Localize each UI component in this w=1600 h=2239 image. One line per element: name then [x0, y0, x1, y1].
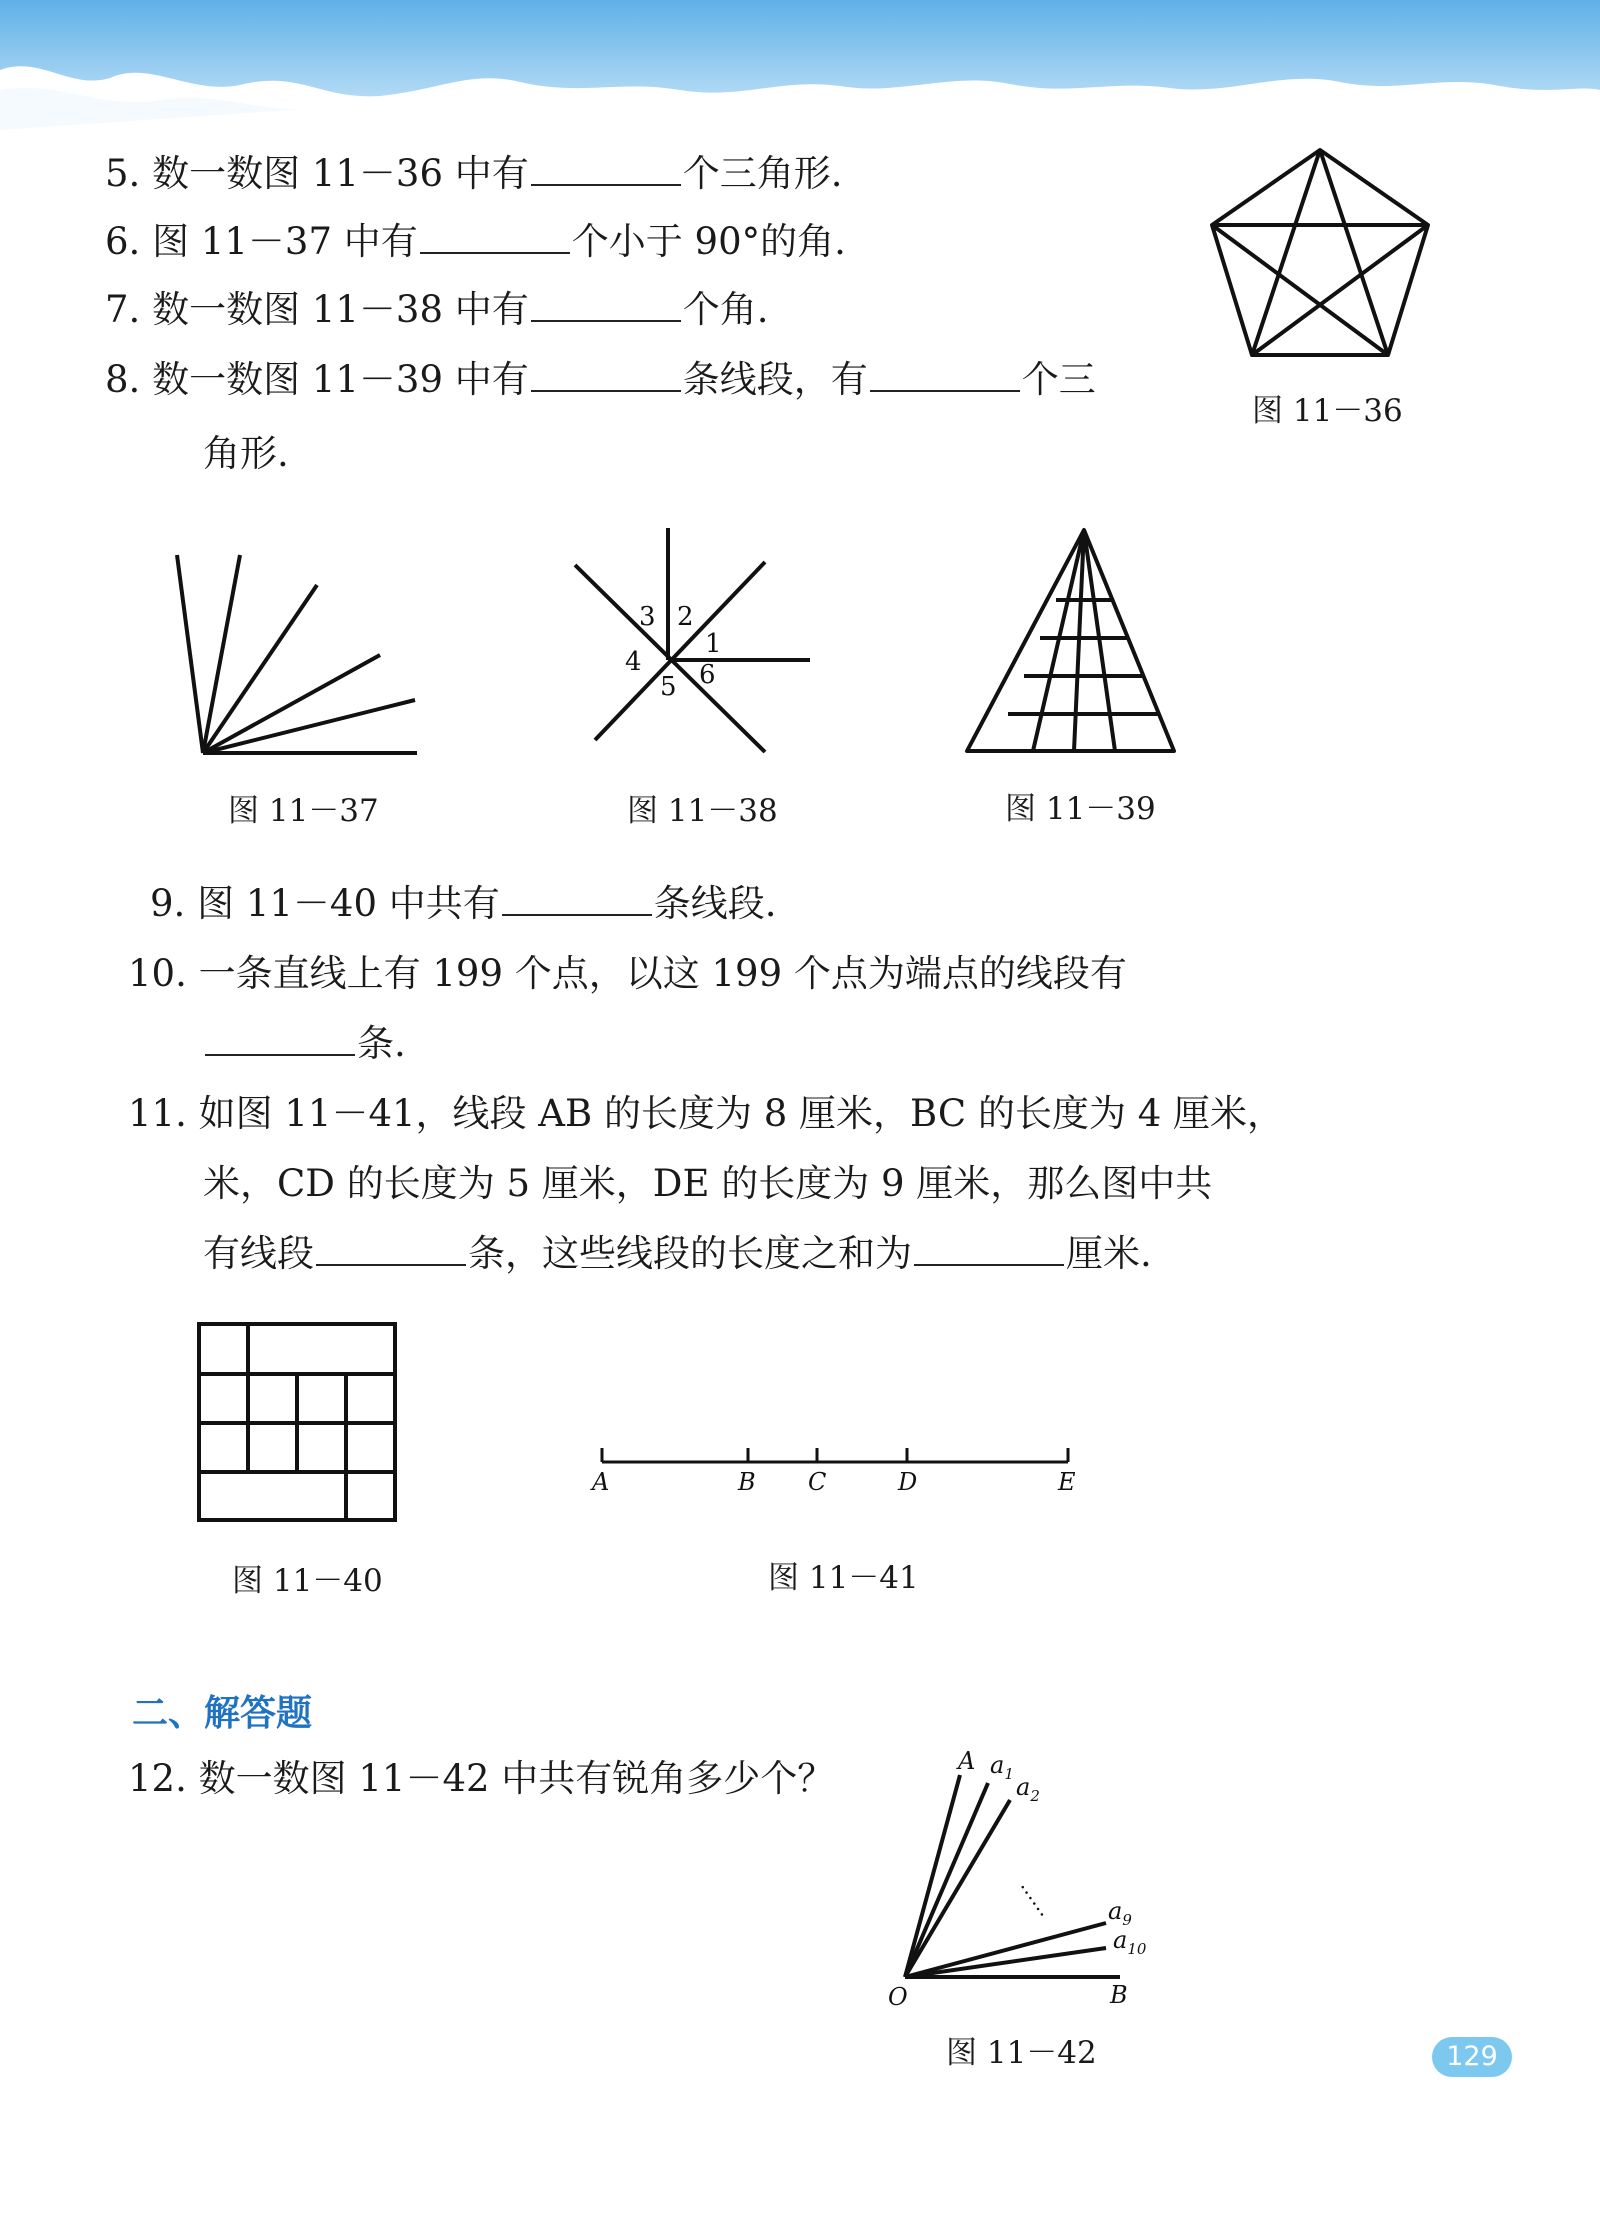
question-8	[105, 356, 1096, 404]
question-number: 12.	[128, 1757, 187, 1800]
figure-11-37-rays	[165, 545, 425, 765]
angle-label: 2	[677, 602, 694, 632]
ray-label-a10: $a_{10}$	[1113, 1926, 1147, 1958]
question-text: 数一数图 11－36 中有	[152, 152, 529, 195]
angle-label: 4	[625, 647, 642, 677]
question-number: 9.	[150, 882, 186, 925]
figure-11-36-pentagon-star	[1200, 140, 1440, 370]
figure-caption: 图 11－36	[1252, 393, 1403, 429]
ray-label-a2: $a_2$	[1016, 1773, 1040, 1805]
question-number: 7.	[105, 288, 141, 331]
figure-11-41-segment	[580, 1430, 1100, 1510]
figure-caption: 图 11－39	[1005, 791, 1156, 827]
question-number: 5.	[105, 152, 141, 195]
answer-blank[interactable]	[531, 360, 681, 392]
page-header-banner	[0, 0, 1600, 130]
question-text: 图 11－40 中共有	[197, 882, 500, 925]
answer-blank[interactable]	[205, 1024, 355, 1056]
question-text: 米，CD 的长度为 5 厘米，DE 的长度为 9 厘米，那么图中共	[203, 1162, 1213, 1205]
question-10-continued	[203, 1020, 406, 1068]
question-text: 条线段.	[653, 882, 777, 925]
question-text: 数一数图 11－38 中有	[152, 288, 529, 331]
question-10	[128, 950, 1127, 998]
angle-label: 3	[639, 602, 656, 632]
question-text: 有线段	[203, 1232, 314, 1275]
question-text: 条线段，有	[682, 358, 868, 401]
question-9	[150, 880, 777, 928]
question-7	[105, 286, 769, 334]
figure-caption: 图 11－41	[768, 1560, 919, 1596]
question-text: 如图 11－41，线段 AB 的长度为 8 厘米，BC 的长度为 4 厘米，	[198, 1092, 1285, 1135]
question-text: 个三	[1021, 358, 1096, 401]
angle-label: 5	[660, 672, 677, 702]
question-6	[105, 218, 846, 266]
question-text: 条.	[357, 1022, 406, 1065]
figure-11-40-rectangle-grid	[195, 1320, 405, 1530]
question-text: 个小于 90°的角.	[571, 220, 846, 263]
point-label: C	[808, 1468, 827, 1496]
question-text: 数一数图 11－42 中共有锐角多少个？	[198, 1757, 835, 1800]
answer-blank[interactable]	[316, 1234, 466, 1266]
question-text: 图 11－37 中有	[152, 220, 418, 263]
question-11-line3	[203, 1230, 1152, 1278]
figure-11-42-rays	[870, 1745, 1170, 2010]
figure-11-38-angles	[565, 520, 825, 760]
question-text: 角形.	[203, 432, 289, 475]
question-11-line2	[203, 1160, 1212, 1208]
ray-label-O: O	[888, 1983, 908, 2010]
ray-label-a1: $a_1$	[990, 1751, 1014, 1783]
figure-caption: 图 11－38	[627, 793, 778, 829]
section-heading: 二、解答题	[132, 1693, 313, 1734]
answer-blank[interactable]	[531, 154, 681, 186]
answer-blank[interactable]	[420, 222, 570, 254]
question-11	[128, 1090, 1284, 1138]
point-label: B	[738, 1468, 756, 1496]
ellipsis-dots: ……	[1015, 1874, 1059, 1921]
question-text: 数一数图 11－39 中有	[152, 358, 529, 401]
figure-caption: 图 11－37	[228, 793, 379, 829]
point-label: D	[898, 1468, 918, 1496]
question-number: 11.	[128, 1092, 187, 1135]
question-number: 8.	[105, 358, 141, 401]
angle-label: 1	[705, 629, 722, 659]
answer-blank[interactable]	[870, 360, 1020, 392]
page-number-badge: 129	[1432, 2037, 1512, 2077]
ray-label-A: A	[958, 1747, 976, 1775]
angle-label: 6	[699, 660, 716, 690]
question-number: 10.	[128, 952, 187, 995]
question-text: 个角.	[682, 288, 769, 331]
question-8-continued	[203, 430, 289, 478]
figure-caption: 图 11－42	[946, 2035, 1097, 2071]
figure-11-39-triangle-grid	[962, 525, 1182, 760]
point-label: A	[592, 1468, 610, 1496]
question-text: 一条直线上有 199 个点，以这 199 个点为端点的线段有	[198, 952, 1127, 995]
question-5	[105, 150, 843, 198]
point-label: E	[1058, 1468, 1076, 1496]
ray-label-B: B	[1110, 1981, 1128, 2009]
question-text: 厘米.	[1066, 1232, 1152, 1275]
question-12	[128, 1755, 834, 1803]
ray-label-a9: $a_9$	[1108, 1897, 1132, 1929]
question-text: 个三角形.	[682, 152, 843, 195]
answer-blank[interactable]	[914, 1234, 1064, 1266]
answer-blank[interactable]	[502, 884, 652, 916]
question-number: 6.	[105, 220, 141, 263]
figure-caption: 图 11－40	[232, 1563, 383, 1599]
question-text: 条，这些线段的长度之和为	[468, 1232, 912, 1275]
answer-blank[interactable]	[531, 290, 681, 322]
